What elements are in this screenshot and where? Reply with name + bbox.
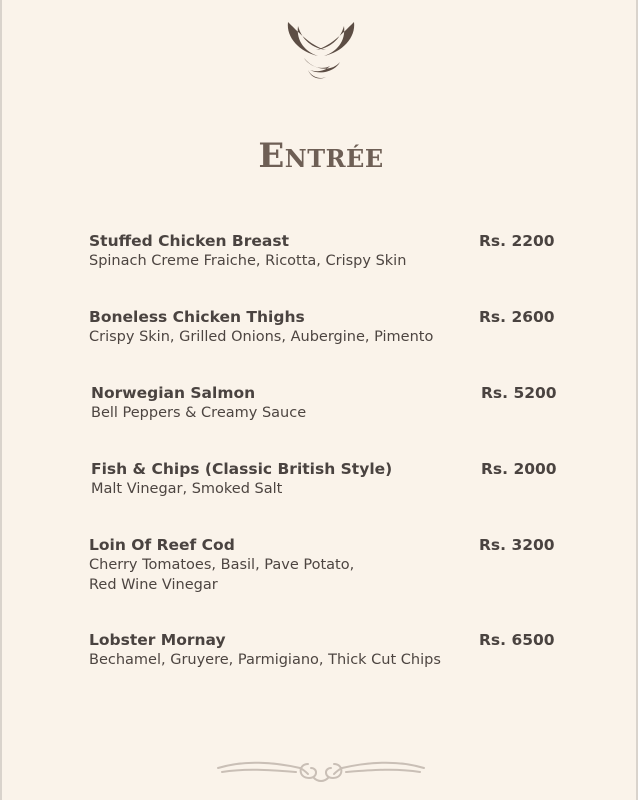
- menu-item: [2, 459, 638, 519]
- item-name: Stuffed Chicken Breast: [89, 232, 289, 250]
- item-description: Bechamel, Gruyere, Parmigiano, Thick Cut Chips: [89, 652, 441, 668]
- item-description: Malt Vinegar, Smoked Salt: [91, 481, 283, 497]
- item-price: Rs. 6500: [479, 631, 555, 649]
- item-description: Red Wine Vinegar: [89, 577, 218, 593]
- section-title: Entrée: [258, 136, 384, 176]
- menu-item: [2, 383, 638, 443]
- bull-horns-logo-icon: [282, 18, 360, 82]
- item-name: Norwegian Salmon: [91, 384, 256, 402]
- item-price: Rs. 3200: [479, 536, 555, 554]
- menu-item: [2, 231, 638, 291]
- item-price: Rs. 2200: [479, 232, 555, 250]
- item-name: Boneless Chicken Thighs: [89, 308, 305, 326]
- item-name: Fish & Chips (Classic British Style): [91, 460, 393, 478]
- item-description: Bell Peppers & Creamy Sauce: [91, 405, 307, 421]
- menu-item: [2, 307, 638, 367]
- item-price: Rs. 2600: [479, 308, 555, 326]
- ornamental-flourish-icon: [214, 748, 428, 788]
- item-name: Lobster Mornay: [89, 631, 226, 649]
- item-name: Loin Of Reef Cod: [89, 536, 235, 554]
- item-price: Rs. 5200: [481, 384, 557, 402]
- item-price: Rs. 2000: [481, 460, 557, 478]
- item-description: Crispy Skin, Grilled Onions, Aubergine, Pimento: [89, 329, 434, 345]
- item-description: Spinach Creme Fraiche, Ricotta, Crispy Skin: [89, 253, 407, 269]
- item-description: Cherry Tomatoes, Basil, Pave Potato,: [89, 557, 355, 573]
- menu-item: [2, 535, 638, 595]
- menu-item: [2, 630, 638, 690]
